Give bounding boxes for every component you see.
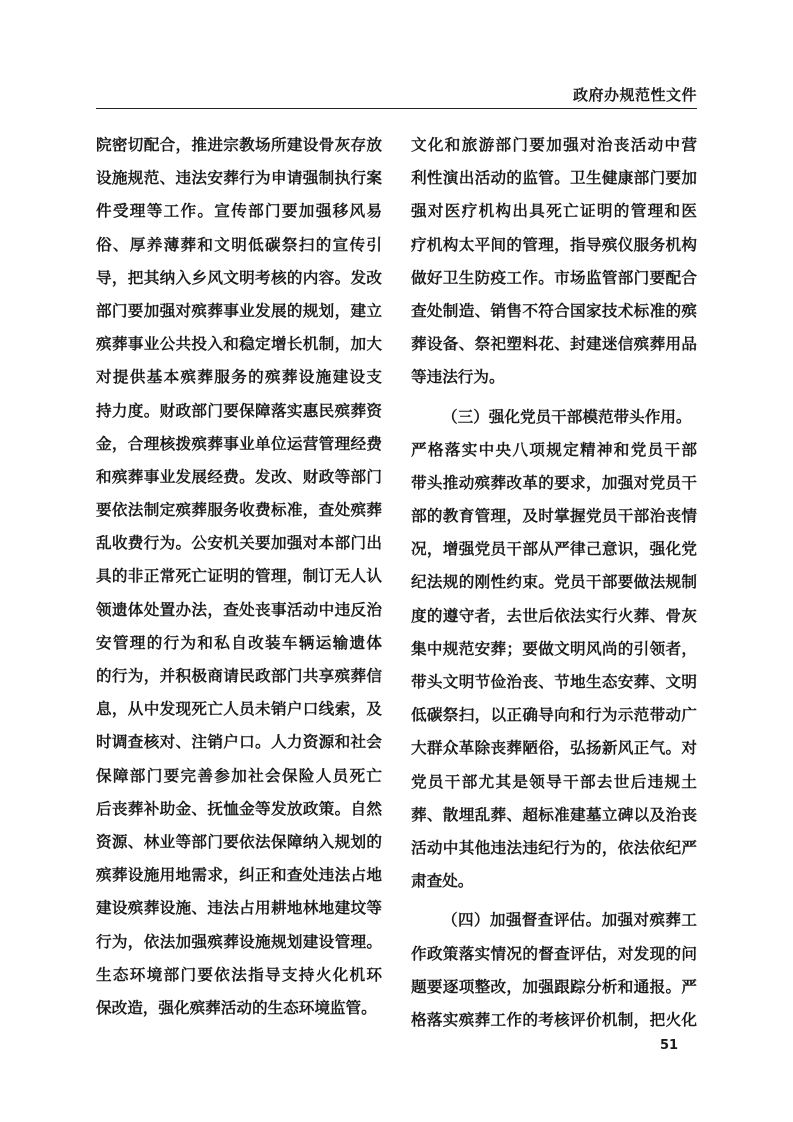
page-number: 51 [660,1038,679,1053]
body-line: 要依法制定殡葬服务收费标准，查处殡葬 [96,500,382,520]
body-line: 保改造，强化殡葬活动的生态环境监管。 [96,997,377,1017]
body-line: 况，增强党员干部从严律己意识，强化党 [411,539,697,559]
body-line: 后丧葬补助金、抚恤金等发放政策。自然 [96,798,382,818]
body-line: 部的教育管理，及时掌握党员干部治丧情 [411,506,697,526]
body-line: 和殡葬事业发展经费。发改、财政等部门 [96,466,382,486]
body-line: 院密切配合，推进宗教场所建设骨灰存放 [96,135,382,154]
body-line: 题要逐项整改，加强跟踪分析和通报。严 [411,976,697,996]
body-line: 资源、林业等部门要依法保障纳入规划的 [96,831,382,851]
body-line: 安管理的行为和私自改装车辆运输遗体 [96,632,382,652]
body-line: 做好卫生防疫工作。市场监管部门要配合 [411,267,697,287]
body-line: 的行为，并积极商请民政部门共享殡葬信 [96,666,382,685]
body-line: 带头文明节俭治丧、节地生态安葬、文明 [411,672,697,691]
body-line: 纪法规的刚性约束。党员干部要做法规制 [411,572,697,592]
body-line: 殡葬设施用地需求，纠正和查处违法占地 [96,865,382,885]
section-heading: （四）加强督查评估。加强对殡葬工 [442,910,697,930]
body-line: 葬设备、祭祀塑料花、封建迷信殡葬用品 [411,334,697,354]
body-line: 时调查核对、注销户口。人力资源和社会 [96,732,382,752]
body-line: 保障部门要完善参加社会保险人员死亡 [96,765,382,785]
page-header [96,82,697,109]
body-line: 作政策落实情况的督查评估，对发现的问 [411,943,697,963]
right-column [411,128,697,1036]
paragraph [411,128,697,394]
body-line: 具的非正常死亡证明的管理，制订无人认 [96,566,382,586]
body-line: 度的遵守者，去世后依法实行火葬、骨灰 [411,605,697,625]
body-line: 建设殡葬设施、违法占用耕地林地建坟等 [96,898,382,918]
body-line: 党员干部尤其是领导干部去世后违规土 [411,771,697,791]
body-line: 部门要加强对殡葬事业发展的规划，建立 [96,300,382,320]
body-line: 利性演出活动的监管。卫生健康部门要加 [411,168,697,188]
body-line: 等违法行为。 [411,367,505,387]
paragraph [411,400,697,898]
body-line: 疗机构太平间的管理，指导殡仪服务机构 [411,234,697,254]
body-line: 行为，依法加强殡葬设施规划建设管理。 [96,931,382,951]
body-line: 件受理等工作。宣传部门要加强移风易 [96,201,382,221]
body-line: 俗、厚养薄葬和文明低碳祭扫的宣传引 [96,234,382,254]
header-title: 政府办规范性文件 [572,86,697,104]
body-line: 生态环境部门要依法指导支持火化机环 [96,964,382,984]
body-line: 强对医疗机构出具死亡证明的管理和医 [411,201,697,221]
paragraph [411,903,697,1036]
body-line: 大群众革除丧葬陋俗，弘扬新风正气。对 [411,738,697,758]
body-line: 格落实殡葬工作的考核评价机制，把火化 [411,1009,697,1029]
body-line: 领遗体处置办法，查处丧事活动中违反治 [96,599,382,619]
body-line: 金，合理核拨殡葬事业单位运营管理经费 [96,433,382,453]
body-line: 集中规范安葬；要做文明风尚的引领者， [411,638,697,658]
body-line: 带头推动殡葬改革的要求，加强对党员干 [411,472,697,492]
body-line: 息，从中发现死亡人员未销户口线索，及 [96,699,382,719]
body-line: 对提供基本殡葬服务的殡葬设施建设支 [96,367,382,387]
body-line: 严格落实中央八项规定精神和党员干部 [411,439,697,459]
section-heading: （三）强化党员干部模范带头作用。 [442,406,692,426]
body-line: 活动中其他违法违纪行为的，依法依纪严 [411,837,697,857]
body-line: 持力度。财政部门要保障落实惠民殡葬资 [96,400,382,420]
body-line: 设施规范、违法安葬行为申请强制执行案 [96,168,382,188]
body-line: 低碳祭扫，以正确导向和行为示范带动广 [411,705,697,725]
body-line: 葬、散埋乱葬、超标准建墓立碑以及治丧 [411,804,697,824]
left-column [96,128,382,1024]
body-line: 乱收费行为。公安机关要加强对本部门出 [96,533,382,553]
body-line: 导，把其纳入乡风文明考核的内容。发改 [96,267,382,287]
body-line: 肃查处。 [411,871,474,891]
body-line: 查处制造、销售不符合国家技术标准的殡 [411,300,697,320]
body-line: 殡葬事业公共投入和稳定增长机制，加大 [96,334,382,354]
body-line: 文化和旅游部门要加强对治丧活动中营 [411,135,697,154]
